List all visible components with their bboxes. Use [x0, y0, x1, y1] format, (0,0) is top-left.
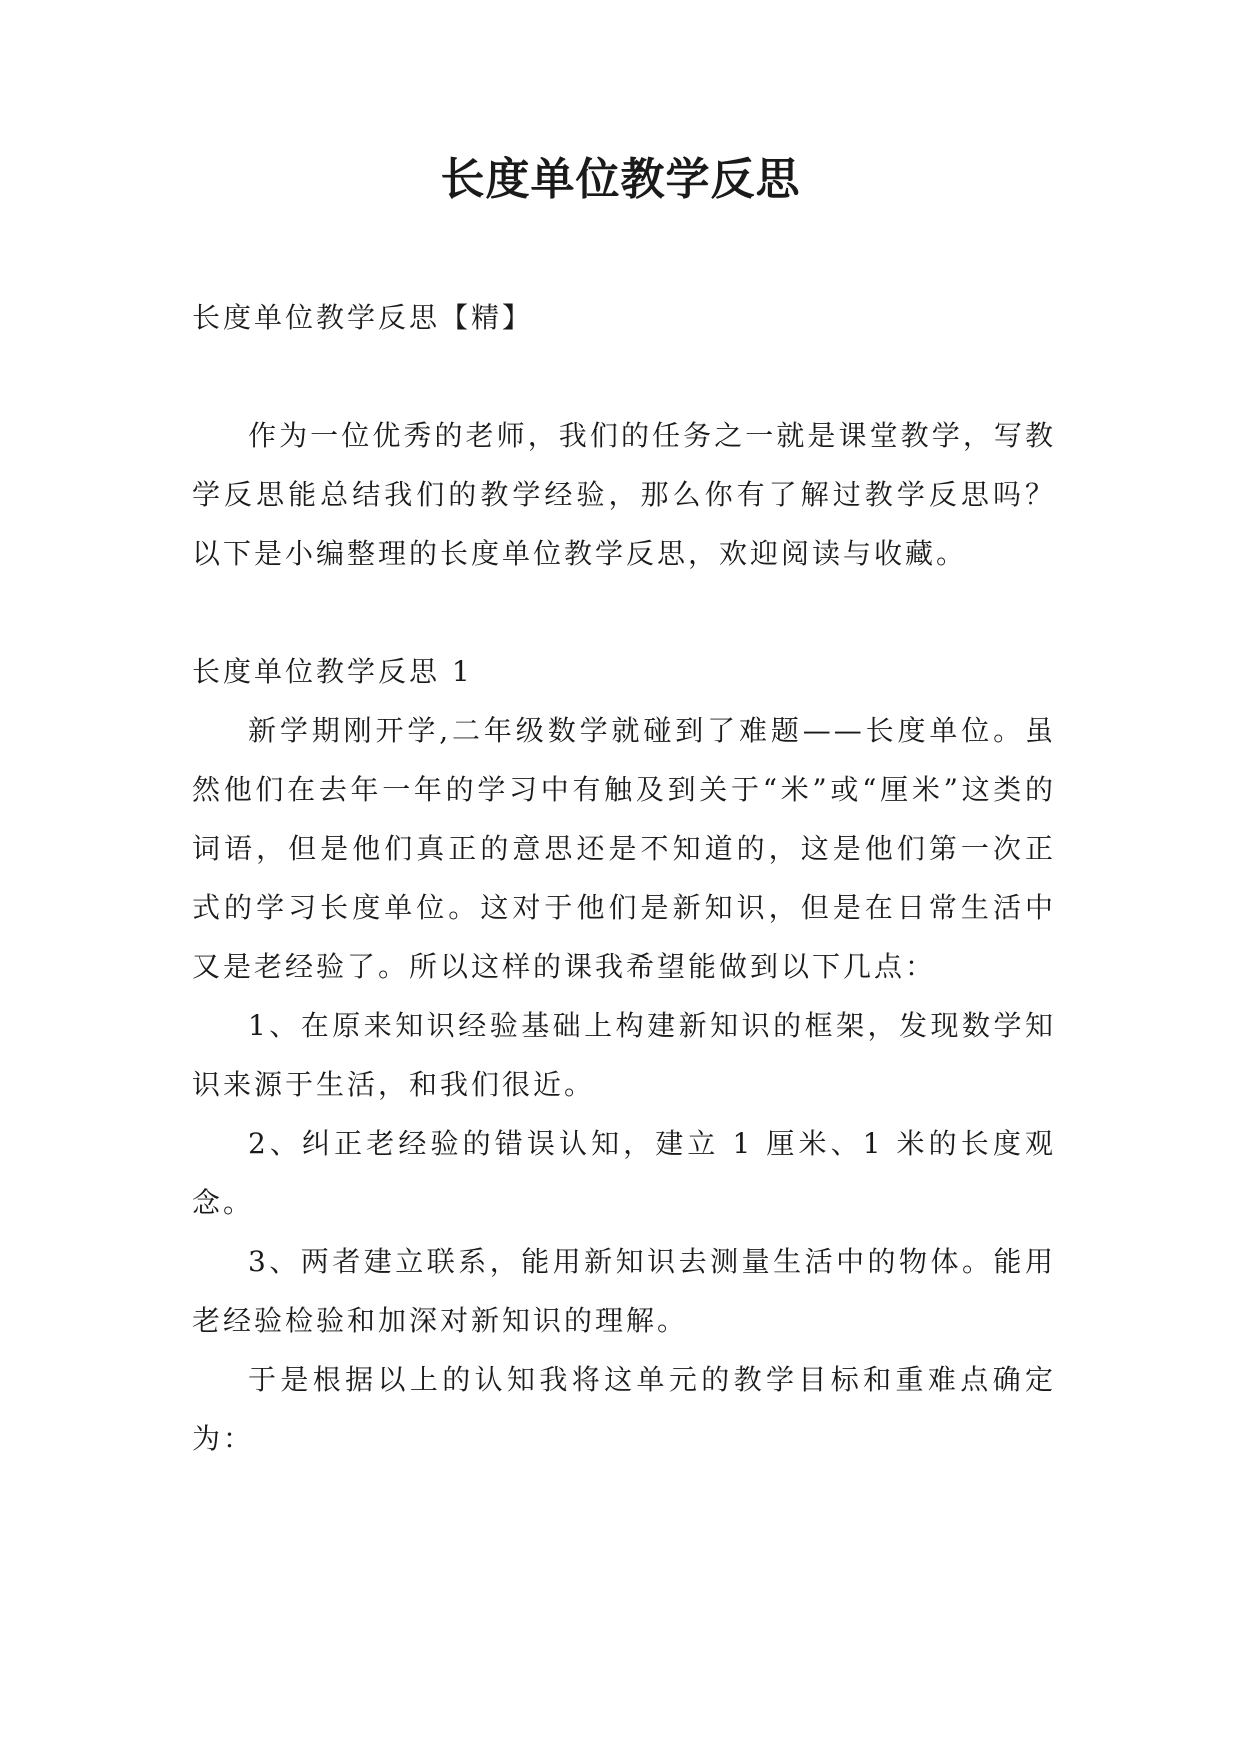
document-body	[192, 288, 1056, 1468]
section-heading: 长度单位教学反思 1	[192, 655, 473, 688]
document-subtitle: 长度单位教学反思【精】	[192, 301, 534, 334]
list-item: 2、纠正老经验的错误认知，建立 1 厘米、1 米的长度观念。	[192, 1127, 1056, 1219]
list-item: 3、两者建立联系，能用新知识去测量生活中的物体。能用老经验检验和加深对新知识的理解。	[192, 1245, 1056, 1337]
body-paragraph: 新学期刚开学,二年级数学就碰到了难题——长度单位。虽然他们在去年一年的学习中有触及到关于“米”或“厘米”这类的词语，但是他们真正的意思还是不知道的，这是他们第一次正式的学习长度单位。这对于他们是新知识，但是在日常生活中又是老经验了。所以这样的课我希望能做到以下几点：	[192, 714, 1056, 983]
body-paragraph: 于是根据以上的认知我将这单元的教学目标和重难点确定为：	[192, 1363, 1056, 1455]
intro-paragraph: 作为一位优秀的老师，我们的任务之一就是课堂教学，写教学反思能总结我们的教学经验，那么你有了解过教学反思吗？以下是小编整理的长度单位教学反思，欢迎阅读与收藏。	[192, 419, 1056, 570]
list-item: 1、在原来知识经验基础上构建新知识的框架，发现数学知识来源于生活，和我们很近。	[192, 1009, 1056, 1101]
document-title: 长度单位教学反思	[440, 154, 801, 205]
